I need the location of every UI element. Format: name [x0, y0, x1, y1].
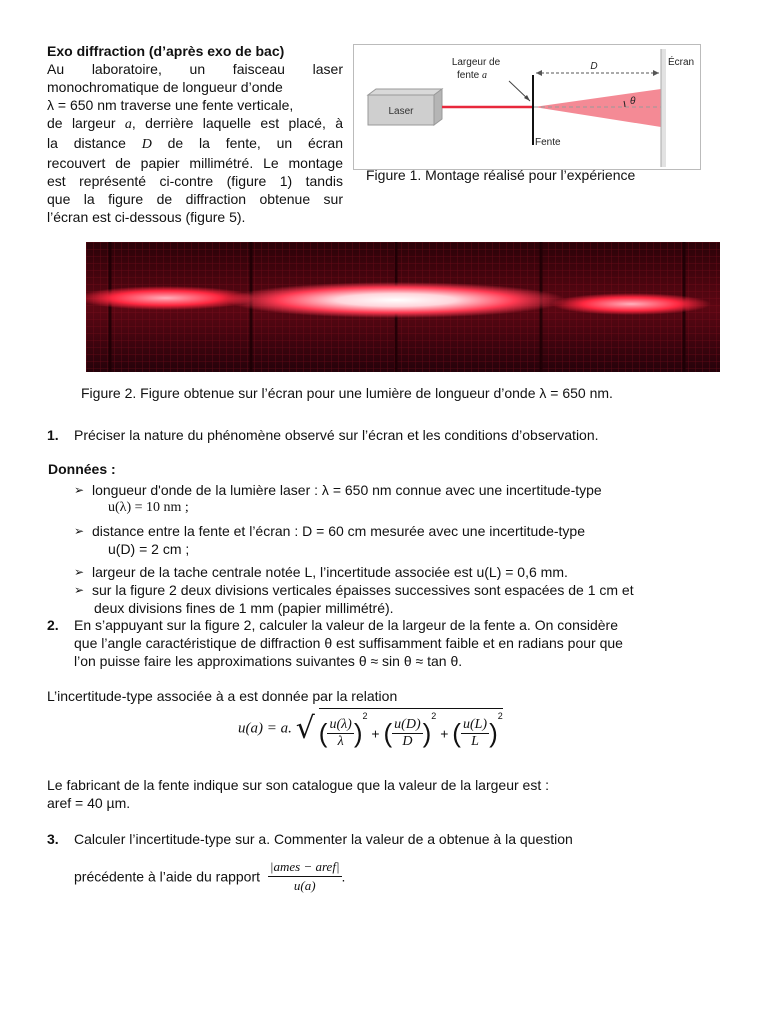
intro-line: la distance D de la fente, un écran [47, 135, 343, 152]
question-text: Préciser la nature du phénomène observé sur l’écran et les conditions d’observation. [74, 427, 599, 443]
distance-arrowhead-right [653, 70, 659, 76]
data-item-central-spot: ➢ largeur de la tache centrale notée L, l’incertitude associée est u(L) = 0,6 mm. [74, 564, 568, 580]
laser-box-top [368, 89, 442, 95]
intro-paragraph [47, 42, 343, 226]
distance-label: D [590, 61, 598, 72]
question-2: 2. En s’appuyant sur la figure 2, calculer la valeur de la largeur de la fente a. On considère que l’angle caractéristique de diffraction θ est suffisamment faible et en radians pour que l’on puisse faire les approximations suivantes θ ≈ sin θ ≈ tan θ. [47, 617, 623, 669]
screen-label: Écran [668, 57, 695, 68]
intro-line: recouvert de papier millimétré. Le montage [47, 155, 343, 171]
question-number: 1. [47, 427, 59, 443]
uncertainty-formula [238, 708, 528, 758]
figure-1-caption: Figure 1. Montage réalisé pour l’expérience [366, 167, 636, 183]
intro-line: que la figure de diffraction obtenue sur [47, 191, 343, 207]
intro-line: λ = 650 nm traverse une fente verticale, [47, 97, 294, 113]
exercise-title: Exo diffraction (d’après exo de bac) [47, 43, 285, 59]
formula-lhs: u(a) = a. [238, 720, 292, 737]
data-item-divisions: ➢ sur la figure 2 deux divisions verticales épaisses successives sont espacées de 1 cm et deux divisions fines de 1 mm (papier millimétré). [74, 582, 634, 616]
data-item-distance: ➢ distance entre la fente et l’écran : D = 60 cm mesurée avec une incertitude-type u(D) = 2 cm ; [74, 523, 585, 557]
laser-box-side [434, 89, 442, 125]
intro-line: Au laboratoire, un faisceau laser [47, 61, 343, 77]
question-1 [47, 426, 727, 444]
distance-arrowhead-left [536, 70, 542, 76]
uncertainty-intro: L’incertitude-type associée à a est donnée par la relation [47, 688, 398, 704]
figure-1-setup [353, 44, 701, 170]
screen [661, 49, 666, 167]
ratio-fraction: $\frac{\text{|ames − aref|}}{u(a)}$ [269, 859, 340, 893]
central-spot [226, 282, 566, 318]
slit-width-label-2: fente a [456, 70, 488, 81]
data-section-title: Données : [48, 461, 116, 477]
arrow-bullet-icon: ➢ [74, 524, 85, 538]
intro-line: monochromatique de longueur d’onde [47, 79, 283, 95]
arrow-bullet-icon: ➢ [74, 583, 85, 597]
figure-2-caption: Figure 2. Figure obtenue sur l’écran pour une lumière de longueur d’onde λ = 650 nm. [81, 385, 613, 401]
sqrt-content: ( $\frac{u(\lambda)}{\lambda}$ )$^2$ + ( $\frac{u(D)}{D}$ )$^2$ + ( $\frac{u(L)}{L}$ )$^2$ [319, 708, 503, 750]
slit-width-label-1: Largeur de [451, 57, 501, 68]
figure-2-diffraction-photo [86, 242, 720, 372]
sqrt-icon: √ [295, 710, 315, 746]
slit-label: Fente [535, 137, 561, 148]
intro-line: est représenté ci-contre (figure 1) tandis [47, 173, 343, 189]
diffraction-cone [534, 89, 661, 127]
data-item-wavelength: ➢ longueur d'onde de la lumière laser : λ = 650 nm connue avec une incertitude-type u(λ) = 10 nm ; [74, 482, 602, 515]
diffraction-photo [86, 242, 720, 372]
arrow-bullet-icon: ➢ [74, 565, 85, 579]
laser-label: Laser [388, 106, 414, 117]
angle-label: θ [630, 96, 636, 107]
question-3: 3. Calculer l’incertitude-type sur a. Commenter la valeur de a obtenue à la question précédente à l’aide du rapport $\frac{\text{|ames − aref|}}{u(a)}$ . [47, 831, 573, 893]
intro-line: l’écran est ci-dessous (figure 5). [47, 209, 246, 225]
manufacturer-note: Le fabricant de la fente indique sur son catalogue que la valeur de la largeur est : aref = 40 µm. [47, 777, 549, 811]
question-number: 2. [47, 617, 59, 633]
intro-line: de largeur a, derrière laquelle est placé, à [47, 115, 343, 132]
question-number: 3. [47, 831, 59, 847]
arrow-bullet-icon: ➢ [74, 483, 85, 497]
setup-diagram [354, 45, 700, 169]
side-fringe-right [551, 293, 711, 315]
